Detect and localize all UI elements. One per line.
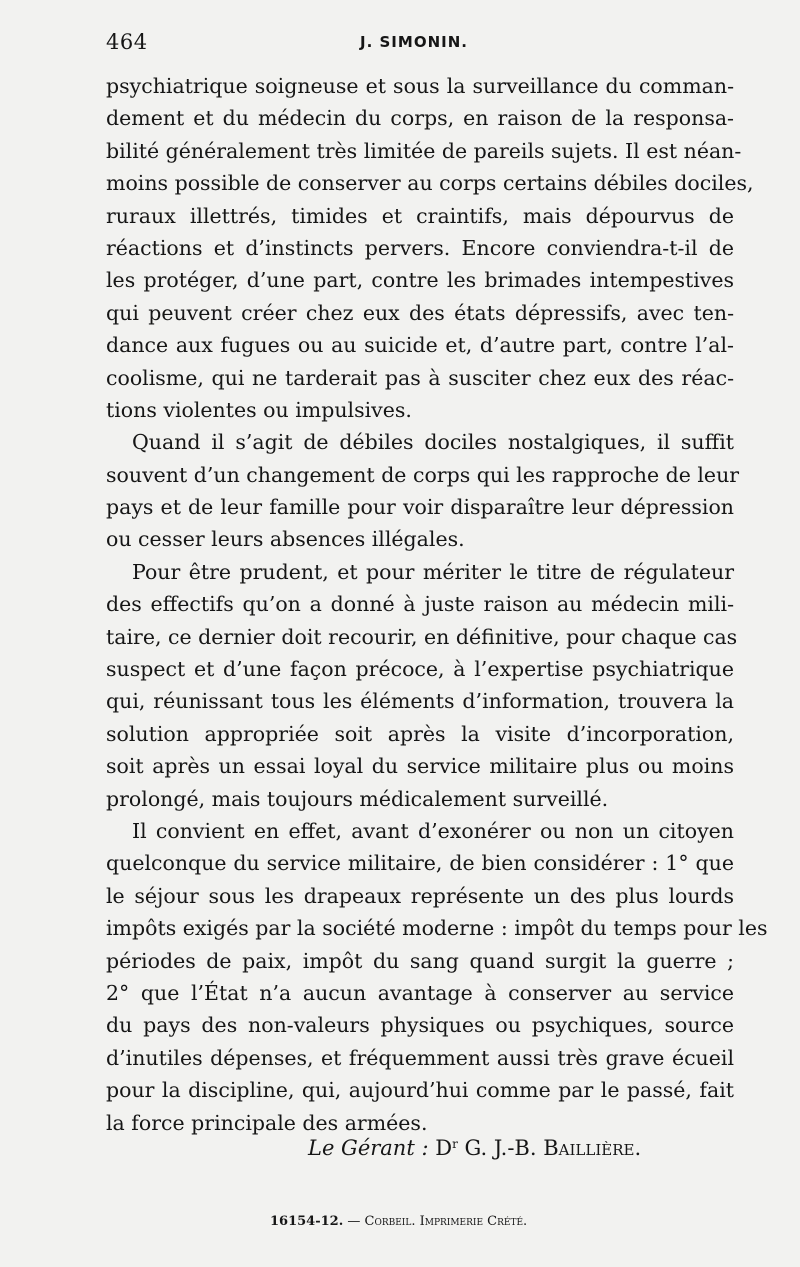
text-line: bilité généralement très limitée de pareils sujets. Il est néan-	[106, 138, 742, 163]
paragraph	[106, 426, 740, 556]
text-line: quelconque du service militaire, de bien considérer : 1° que	[106, 851, 734, 876]
imprint-text: — Corbeil. Imprimerie Crété.	[347, 1214, 528, 1229]
text-line: les protéger, d’une part, contre les brimades intempestives	[106, 268, 734, 293]
page-header	[106, 30, 736, 66]
text-line: 2° que l’État n’a aucun avantage à conserver au service	[106, 980, 734, 1005]
text-line: d’inutiles dépenses, et fréquemment aussi très grave écueil	[106, 1045, 734, 1070]
text-line: qui peuvent créer chez eux des états dépressifs, avec ten-	[106, 300, 734, 325]
text-line: tions violentes ou impulsives.	[106, 397, 412, 422]
text-line: des effectifs qu’on a donné à juste raison au médecin mili-	[106, 592, 734, 617]
text-line: pour la discipline, qui, aujourd’hui comme par le passé, fait	[106, 1078, 734, 1103]
signature-line	[308, 1136, 641, 1160]
signature-label: Le Gérant :	[308, 1136, 429, 1160]
text-line: Il convient en effet, avant d’exonérer ou non un citoyen	[132, 818, 734, 843]
text-line: réactions et d’instincts pervers. Encore conviendra-t-il de	[106, 235, 734, 260]
signature-name: G. J.-B.	[464, 1136, 537, 1160]
text-line: ruraux illettrés, timides et craintifs, mais dépourvus de	[106, 203, 734, 228]
text-line: dance aux fugues ou au suicide et, d’autre part, contre l’al-	[106, 333, 734, 358]
text-line: suspect et d’une façon précoce, à l’expertise psychiatrique	[106, 657, 734, 682]
imprint-number: 16154-12.	[270, 1214, 344, 1229]
body-text	[106, 70, 768, 1139]
paragraph	[106, 815, 768, 1139]
text-line: pays et de leur famille pour voir disparaître leur dépression	[106, 495, 734, 520]
text-line: Quand il s’agit de débiles dociles nostalgiques, il suffit	[132, 430, 734, 455]
page-number: 464	[106, 30, 148, 54]
text-line: Pour être prudent, et pour mériter le titre de régulateur	[132, 559, 734, 584]
text-line: solution appropriée soit après la visite d’incorporation,	[106, 721, 734, 746]
running-head: J. SIMONIN.	[360, 33, 468, 51]
text-line: le séjour sous les drapeaux représente un des plus lourds	[106, 883, 734, 908]
text-line: impôts exigés par la société moderne : impôt du temps pour les	[106, 916, 768, 941]
text-line: prolongé, mais toujours médicalement surveillé.	[106, 786, 609, 811]
signature-surname: Baillière.	[543, 1136, 642, 1160]
text-line: souvent d’un changement de corps qui les rapproche de leur	[106, 462, 740, 487]
text-line: du pays des non-valeurs physiques ou psychiques, source	[106, 1013, 734, 1038]
text-line: coolisme, qui ne tarderait pas à susciter chez eux des réac-	[106, 365, 734, 390]
signature-title: D	[435, 1136, 453, 1160]
paragraph	[106, 70, 754, 426]
signature-title-superscript: r	[452, 1137, 458, 1151]
text-line: périodes de paix, impôt du sang quand surgit la guerre ;	[106, 948, 734, 973]
text-line: qui, réunissant tous les éléments d’information, trouvera la	[106, 689, 734, 714]
text-line: psychiatrique soigneuse et sous la surveillance du comman-	[106, 74, 734, 98]
text-line: soit après un essai loyal du service militaire plus ou moins	[106, 754, 734, 779]
text-line: moins possible de conserver au corps certains débiles dociles,	[106, 171, 754, 196]
imprint-line	[270, 1214, 527, 1229]
paragraph	[106, 556, 738, 815]
text-line: dement et du médecin du corps, en raison de la responsa-	[106, 106, 734, 131]
text-line: ou cesser leurs absences illégales.	[106, 527, 465, 552]
text-line: taire, ce dernier doit recourir, en définitive, pour chaque cas	[106, 624, 738, 649]
text-line: la force principale des armées.	[106, 1110, 428, 1135]
